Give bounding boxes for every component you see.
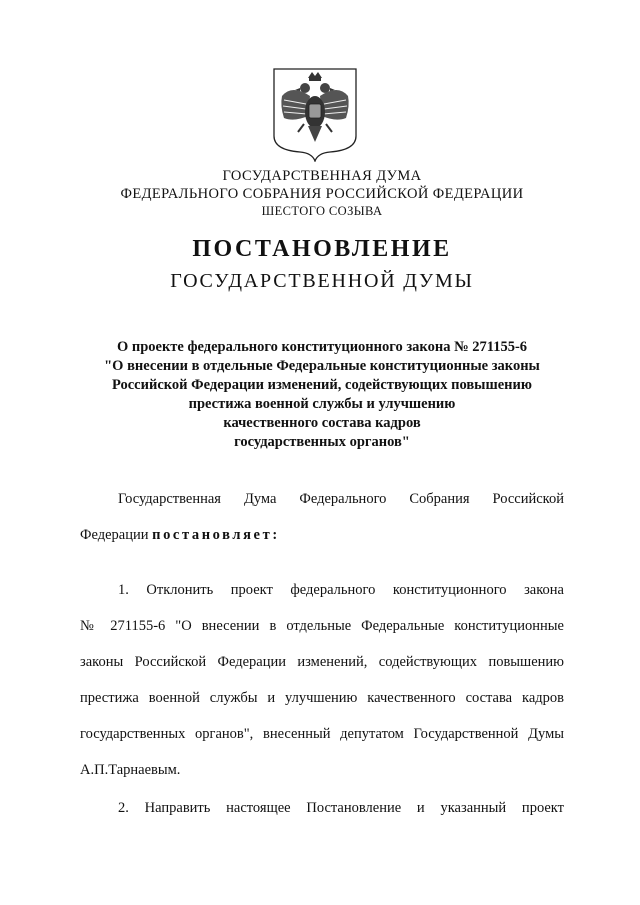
subject-line: престижа военной службы и улучшению	[188, 396, 456, 412]
decision-keyword: постановляет:	[152, 527, 280, 543]
coat-of-arms-emblem	[270, 66, 360, 162]
resolution-subject	[80, 338, 564, 452]
subject-line: О проекте федерального конституционного закона № 271155-6	[116, 339, 528, 355]
subject-line: "О внесении в отдельные Федеральные конституционные законы	[104, 358, 540, 374]
item1-line: А.П.Тарнаевым.	[80, 762, 181, 778]
item1-line: престижа военной службы и улучшению качественного состава кадров	[80, 690, 564, 706]
item1-line: законы Российской Федерации изменений, содействующих повышению	[80, 654, 564, 670]
subject-line: государственных органов"	[234, 434, 410, 450]
subject-line: качественного состава кадров	[223, 415, 421, 431]
item1-line: 1. Отклонить проект федерального конституционного закона	[118, 582, 564, 598]
item1-line: государственных органов", внесенный депутатом Государственной Думы	[80, 726, 564, 742]
subject-line: Российской Федерации изменений, содействующих повышению	[112, 377, 532, 393]
intro-line: Государственная Дума Федерального Собрания Российской	[118, 491, 564, 507]
intro-prefix: Федерации	[80, 527, 153, 543]
document-type-title: ПОСТАНОВЛЕНИЕ	[192, 236, 452, 262]
issuing-body-title: ГОСУДАРСТВЕННОЙ ДУМЫ	[170, 270, 474, 292]
item2-line: 2. Направить настоящее Постановление и указанный проект	[118, 800, 564, 816]
intro-line	[80, 526, 564, 544]
org-line-1: ГОСУДАРСТВЕННАЯ ДУМА	[222, 168, 422, 184]
org-line-2: ФЕДЕРАЛЬНОГО СОБРАНИЯ РОССИЙСКОЙ ФЕДЕРАЦИИ	[120, 186, 524, 202]
item1-line: № 271155-6 "О внесении в отдельные Федеральные конституционные	[80, 618, 564, 634]
org-line-3: ШЕСТОГО СОЗЫВА	[261, 204, 383, 218]
